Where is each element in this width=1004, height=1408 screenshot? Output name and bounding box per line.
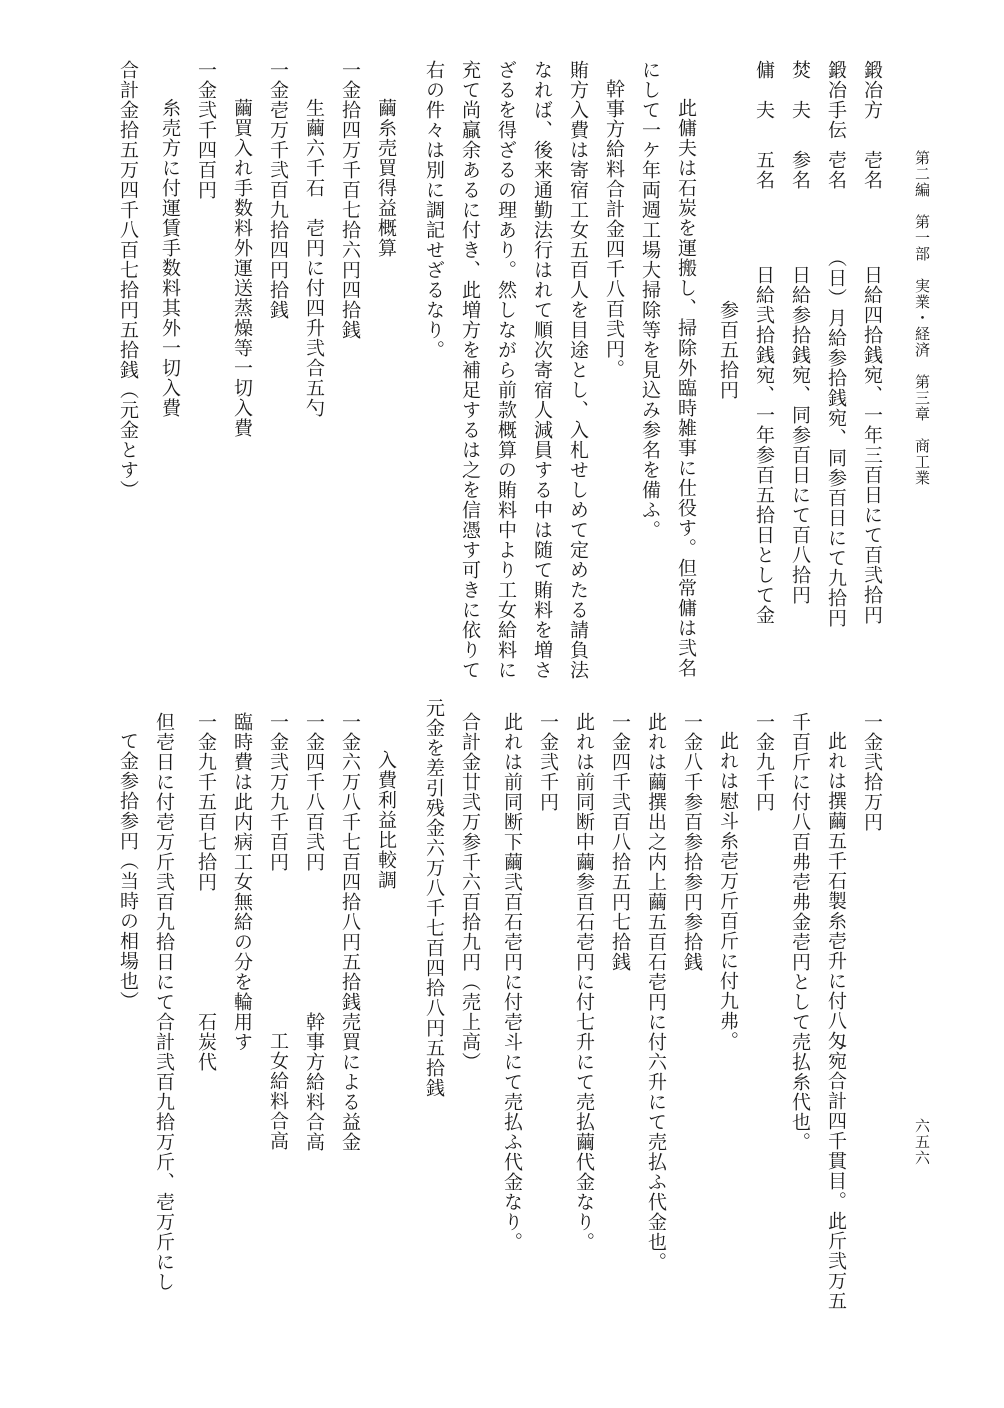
staff-role: 傭 夫 xyxy=(753,60,775,120)
sales-detail: 此れは慰斗糸壱万斤百斤に付九弗。 xyxy=(717,731,739,1051)
estimate-item-detail: 生繭六千石 壱円に付四升弐合五勺 xyxy=(303,98,325,418)
staff-count: 壱名 xyxy=(825,150,847,190)
paragraph-line: 充て尚贏余あるに付き、此増方を補足するは之を信憑す可きに依りて xyxy=(459,60,481,680)
sales-item: 一金九千円 xyxy=(753,712,775,812)
sales-detail: 此れは前同断中繭参百石壱円に付七升にて売払繭代金なり。 xyxy=(573,712,595,1252)
estimate-item: 一金拾四万千百七拾六円四拾銭 xyxy=(339,60,361,340)
comparison-label: 石炭代 xyxy=(195,1012,217,1072)
estimate-title: 繭糸売買得益概算 xyxy=(375,98,397,258)
staff-count: 壱名 xyxy=(861,150,883,190)
sales-item: 一金八千参百参拾参円参拾銭 xyxy=(681,712,703,972)
paragraph-line: ざるを得ざるの理あり。然しながら前款概算の賄料中より工女給料に xyxy=(495,60,517,680)
sales-detail: 此れは繭撰出之内上繭五百石壱円に付六升にて売払ふ代金也。 xyxy=(645,712,667,1272)
note-line: 但壱日に付壱万斤弐百九拾日にて合計弐百九拾万斤、壱万斤にし xyxy=(153,712,175,1292)
estimate-item-detail: 繭買入れ手数料外運送蒸燥等一切入費 xyxy=(231,98,253,438)
paragraph-line: 右の件々は別に調記せざるなり。 xyxy=(423,60,445,360)
estimate-total: 合計金拾五万四千八百七拾円五拾銭（元金とす） xyxy=(117,60,139,500)
comparison-amount: 一金六万八千七百四拾八円五拾銭 xyxy=(339,712,361,1012)
staff-pay: （日）月給参拾銭宛、同参百日にて九拾円 xyxy=(825,248,847,628)
sales-detail: 此れは前同断下繭弐百石壱円に付壱斗にて売払ふ代金なり。 xyxy=(501,712,523,1252)
staff-count: 五名 xyxy=(753,150,775,190)
comparison-title: 入費利益比較調 xyxy=(375,750,397,890)
paragraph-line: にして一ケ年両週工場大掃除等を見込み参名を備ふ。 xyxy=(639,60,661,540)
running-title: 第二編 第一部 実業・経済 第三章 商工業 xyxy=(913,150,931,486)
paragraph-line: 賄方入費は寄宿工女五百人を目途とし、入札せしめて定めたる請負法 xyxy=(567,60,589,680)
staff-pay: 日給参拾銭宛、同参百日にて百八拾円 xyxy=(789,265,811,605)
net-remainder: 元金を差引残金六万八千七百四拾八円五拾銭 xyxy=(423,698,445,1098)
comparison-label: 工女給料合高 xyxy=(267,1031,289,1151)
staff-count: 参名 xyxy=(789,150,811,190)
comparison-amount: 一金九千五百七拾円 xyxy=(195,712,217,892)
paragraph-line: 幹事方給料合計金四千八百弐円。 xyxy=(603,79,625,379)
estimate-item: 一金壱万千弐百九拾四円拾銭 xyxy=(267,60,289,320)
paragraph-line: 此傭夫は石炭を運搬し、掃除外臨時雑事に仕役す。但常傭は弐名 xyxy=(675,98,697,678)
staff-role: 鍛冶方 xyxy=(861,60,883,120)
estimate-item-detail: 糸売方に付運賃手数料其外一切入費 xyxy=(159,98,181,418)
staff-role: 鍛冶手伝 xyxy=(825,60,847,140)
paragraph-line: なれば、後来通勤法行はれて順次寄宿人減員する中は随て賄料を増さ xyxy=(531,60,553,680)
comparison-label: 売買による益金 xyxy=(339,1012,361,1152)
estimate-item: 一金弐千四百円 xyxy=(195,60,217,200)
sales-total: 合計金廿弐万参千六百拾九円（売上高） xyxy=(459,712,481,1072)
staff-pay: 日給弐拾銭宛、一年参百五拾日として金 xyxy=(753,265,775,625)
note-line: て金参拾参円（当時の相場也） xyxy=(117,731,139,1011)
comparison-label: 幹事方給料合高 xyxy=(303,1012,325,1152)
sales-detail: 此れは撰繭五千石製糸壱升に付八匁宛合計四千貫目。此斤弐万五 xyxy=(825,731,847,1311)
sales-item: 一金四千弐百八拾五円七拾銭 xyxy=(609,712,631,972)
comparison-amount: 一金弐万九千百円 xyxy=(267,712,289,872)
sales-item: 一金弐千円 xyxy=(537,712,559,812)
sales-detail: 千百斤に付八百弗壱弗金壱円として売払糸代也。 xyxy=(789,712,811,1152)
page-number: 六五六 xyxy=(913,1118,931,1166)
staff-role: 焚 夫 xyxy=(789,60,811,120)
sales-item: 一金弐拾万円 xyxy=(861,712,883,832)
comparison-note: 臨時費は此内病工女無給の分を輪用す xyxy=(231,712,253,1052)
staff-total: 参百五拾円 xyxy=(717,300,739,400)
staff-pay: 日給四拾銭宛、一年三百日にて百弐拾円 xyxy=(861,265,883,625)
comparison-amount: 一金四千八百弐円 xyxy=(303,712,325,872)
